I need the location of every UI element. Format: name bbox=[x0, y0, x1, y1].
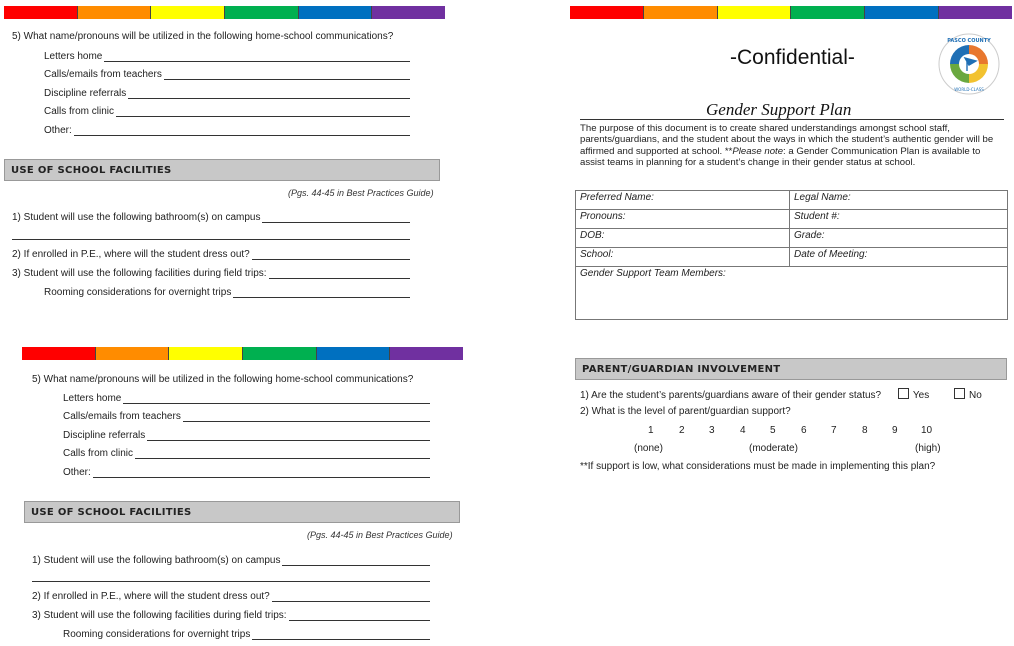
field-label: Calls from clinic bbox=[63, 448, 134, 459]
rainbow-bar-a bbox=[4, 6, 445, 19]
purpose-text-1: The purpose of this document is to create shared understandings amongst school staff, parents/guardians, and the student about the ways in which the student’s authentic gender will be affirmed and supported at school. ** bbox=[580, 123, 994, 157]
no-label: No bbox=[969, 390, 982, 401]
scale-7[interactable]: 7 bbox=[831, 425, 837, 436]
field-discipline-a[interactable] bbox=[44, 88, 410, 99]
svg-text:PASCO COUNTY: PASCO COUNTY bbox=[947, 38, 991, 44]
scale-1[interactable]: 1 bbox=[648, 425, 654, 436]
question-5-a: 5) What name/pronouns will be utilized in the following home-school communications? bbox=[12, 31, 394, 42]
field-rooming-a[interactable] bbox=[44, 287, 410, 298]
color-stripe bbox=[225, 6, 299, 19]
legal-name-field[interactable]: Legal Name: bbox=[790, 191, 1008, 210]
color-stripe bbox=[299, 6, 373, 19]
field-clinic-b[interactable] bbox=[63, 448, 430, 459]
field-label: Rooming considerations for overnight trips bbox=[44, 287, 232, 298]
field-pe-a[interactable] bbox=[12, 249, 410, 260]
field-discipline-b[interactable] bbox=[63, 430, 430, 441]
color-stripe bbox=[169, 347, 243, 360]
field-field-trips-a[interactable] bbox=[12, 268, 410, 279]
field-label: 2) If enrolled in P.E., where will the student dress out? bbox=[12, 249, 250, 260]
field-pe-b[interactable] bbox=[32, 591, 430, 602]
field-calls-emails-b[interactable] bbox=[63, 411, 430, 422]
field-label: Discipline referrals bbox=[63, 430, 146, 441]
scale-3[interactable]: 3 bbox=[709, 425, 715, 436]
color-stripe bbox=[96, 347, 170, 360]
color-stripe bbox=[939, 6, 1012, 19]
support-team-field[interactable]: Gender Support Team Members: bbox=[576, 267, 1008, 320]
rainbow-bar-right bbox=[570, 6, 1012, 19]
field-letters-home-b[interactable] bbox=[63, 393, 430, 404]
guide-reference-b: (Pgs. 44-45 in Best Practices Guide) bbox=[307, 530, 453, 540]
color-stripe bbox=[372, 6, 445, 19]
field-label: Calls from clinic bbox=[44, 106, 115, 117]
field-label: 2) If enrolled in P.E., where will the student dress out? bbox=[32, 591, 270, 602]
please-note: Please note bbox=[732, 145, 784, 157]
no-checkbox[interactable] bbox=[954, 388, 965, 399]
facilities-header-a: USE OF SCHOOL FACILITIES bbox=[4, 159, 440, 181]
scale-label-none: (none) bbox=[634, 443, 663, 454]
scale-10[interactable]: 10 bbox=[921, 425, 933, 436]
field-label: Calls/emails from teachers bbox=[44, 69, 162, 80]
color-stripe bbox=[317, 347, 391, 360]
field-label: Other: bbox=[44, 125, 72, 136]
field-bathroom-b[interactable] bbox=[32, 555, 430, 566]
facilities-header-b: USE OF SCHOOL FACILITIES bbox=[24, 501, 460, 523]
color-stripe bbox=[865, 6, 939, 19]
yes-label: Yes bbox=[912, 390, 930, 401]
scale-9[interactable]: 9 bbox=[892, 425, 898, 436]
question-5-b: 5) What name/pronouns will be utilized in the following home-school communications? bbox=[32, 374, 414, 385]
scale-6[interactable]: 6 bbox=[801, 425, 807, 436]
field-bathroom-a[interactable] bbox=[12, 212, 410, 223]
dob-field[interactable]: DOB: bbox=[576, 229, 790, 248]
scale-label-moderate: (moderate) bbox=[749, 443, 798, 454]
field-label: 3) Student will use the following facilities during field trips: bbox=[32, 610, 287, 621]
color-stripe bbox=[151, 6, 225, 19]
purpose-paragraph bbox=[580, 123, 1006, 169]
field-clinic-a[interactable] bbox=[44, 106, 410, 117]
confidential-title: -Confidential- bbox=[730, 46, 855, 69]
parent-aware-text: 1) Are the student’s parents/guardians aware of their gender status? bbox=[580, 390, 882, 401]
color-stripe bbox=[644, 6, 718, 19]
scale-label-high: (high) bbox=[915, 443, 941, 454]
support-level-question: 2) What is the level of parent/guardian support? bbox=[580, 406, 791, 417]
school-field[interactable]: School: bbox=[576, 248, 790, 267]
field-label: Letters home bbox=[63, 393, 122, 404]
scale-4[interactable]: 4 bbox=[740, 425, 746, 436]
guide-reference-a: (Pgs. 44-45 in Best Practices Guide) bbox=[288, 188, 434, 198]
blank-line[interactable] bbox=[12, 239, 410, 240]
yes-checkbox[interactable] bbox=[898, 388, 909, 399]
rainbow-bar-b bbox=[22, 347, 463, 360]
field-label: 3) Student will use the following facilities during field trips: bbox=[12, 268, 267, 279]
plan-title: Gender Support Plan bbox=[706, 100, 852, 119]
color-stripe bbox=[243, 347, 317, 360]
grade-field[interactable]: Grade: bbox=[790, 229, 1008, 248]
color-stripe bbox=[718, 6, 792, 19]
color-stripe bbox=[22, 347, 96, 360]
pasco-county-schools-logo bbox=[938, 33, 1000, 95]
pronouns-field[interactable]: Pronouns: bbox=[576, 210, 790, 229]
field-label: 1) Student will use the following bathroom(s) on campus bbox=[12, 212, 261, 223]
date-of-meeting-field[interactable]: Date of Meeting: bbox=[790, 248, 1008, 267]
parent-aware-question bbox=[580, 388, 982, 401]
preferred-name-field[interactable]: Preferred Name: bbox=[576, 191, 790, 210]
color-stripe bbox=[791, 6, 865, 19]
low-support-note: **If support is low, what considerations must be made in implementing this plan? bbox=[580, 461, 936, 472]
field-other-a[interactable] bbox=[44, 125, 410, 136]
field-field-trips-b[interactable] bbox=[32, 610, 430, 621]
student-info-table bbox=[575, 190, 1008, 320]
parent-involvement-header: PARENT/GUARDIAN INVOLVEMENT bbox=[575, 358, 1007, 380]
field-label: Letters home bbox=[44, 51, 103, 62]
svg-text:WORLD-CLASS: WORLD-CLASS bbox=[954, 87, 984, 92]
scale-5[interactable]: 5 bbox=[770, 425, 776, 436]
color-stripe bbox=[4, 6, 78, 19]
field-label: Calls/emails from teachers bbox=[63, 411, 181, 422]
field-calls-emails-a[interactable] bbox=[44, 69, 410, 80]
blank-line[interactable] bbox=[32, 581, 430, 582]
color-stripe bbox=[78, 6, 152, 19]
color-stripe bbox=[570, 6, 644, 19]
field-label: Other: bbox=[63, 467, 91, 478]
student-number-field[interactable]: Student #: bbox=[790, 210, 1008, 229]
scale-2[interactable]: 2 bbox=[679, 425, 685, 436]
field-label: 1) Student will use the following bathroom(s) on campus bbox=[32, 555, 281, 566]
field-letters-home-a[interactable] bbox=[44, 51, 410, 62]
title-underline bbox=[580, 119, 1004, 120]
scale-8[interactable]: 8 bbox=[862, 425, 868, 436]
field-label: Rooming considerations for overnight trips bbox=[63, 629, 251, 640]
field-rooming-b[interactable] bbox=[63, 629, 430, 640]
color-stripe bbox=[390, 347, 463, 360]
field-label: Discipline referrals bbox=[44, 88, 127, 99]
purpose-text-2: : a Gender Communication Plan is available to assist teams in planning for a student’s change in their gender status at school. bbox=[580, 145, 981, 169]
field-other-b[interactable] bbox=[63, 467, 430, 478]
